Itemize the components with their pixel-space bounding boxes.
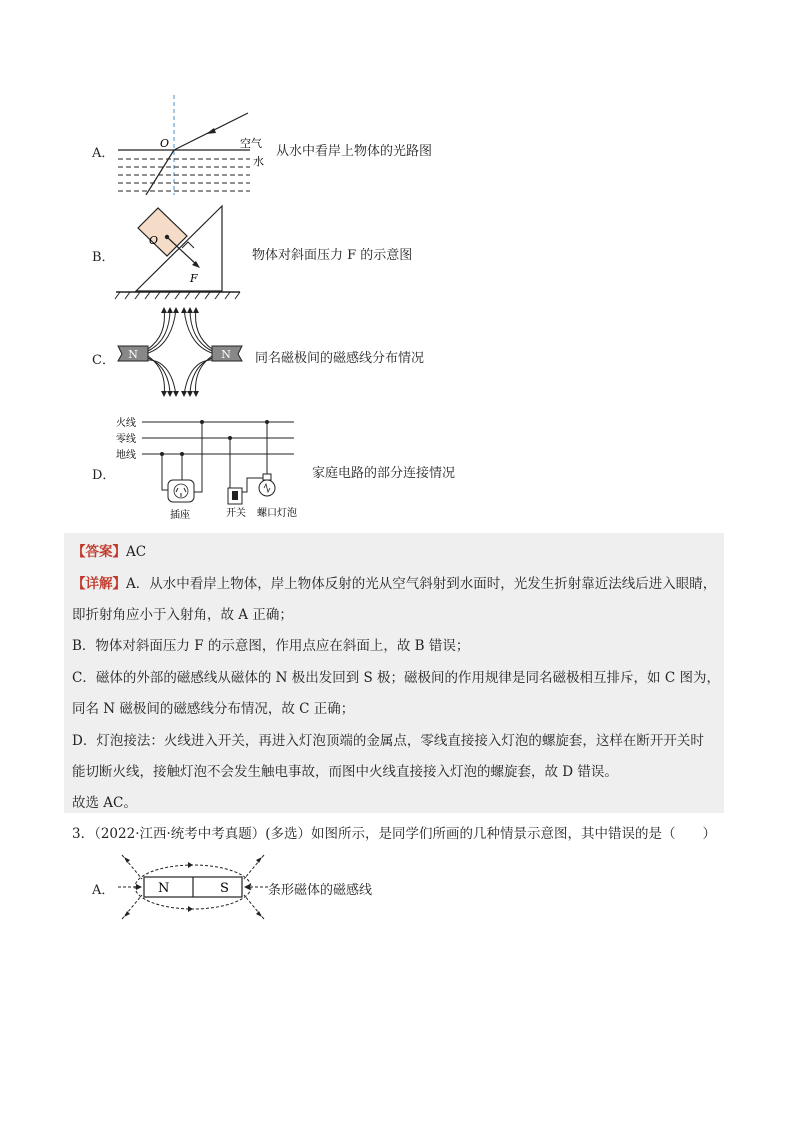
pole-left-label: N <box>128 348 138 361</box>
option-c-caption: 同名磁极间的磁感线分布情况 <box>255 351 425 366</box>
switch-label: 开关 <box>226 508 246 519</box>
detail-tag: 【详解】 <box>72 576 126 592</box>
detail-line-8: 故选 AC。 <box>72 795 137 811</box>
ground-wire-label: 地线 <box>116 450 136 461</box>
option-a-caption: 从水中看岸上物体的光路图 <box>276 144 433 159</box>
point-o-label: O <box>149 234 159 247</box>
detail-line-7: 能切断火线，接触灯泡不会发生触电事故，而图中火线直接接入灯泡的螺旋套，故 D 错误。 <box>72 764 618 780</box>
circuit-diagram <box>112 412 307 524</box>
detail-line-6: D．灯泡接法：火线进入开关，再进入灯泡顶端的金属点，零线直接接入灯泡的螺旋套，这样在断开开关时 <box>72 733 704 749</box>
pole-n-label: N <box>158 881 170 896</box>
detail-line-2: 即折射角应小于入射角，故 A 正确； <box>72 607 293 623</box>
answer-value: AC <box>126 544 147 560</box>
option-d-caption: 家庭电路的部分连接情况 <box>312 466 456 481</box>
force-f-label: F <box>190 272 198 285</box>
refraction-diagram <box>110 95 280 195</box>
option-d-letter: D． <box>92 468 116 483</box>
detail-line-4: C．磁体的外部的磁感线从磁体的 N 极出发回到 S 极；磁极间的作用规律是同名磁极相互排斥，如 C 图为， <box>72 670 720 686</box>
detail-text-1: A．从水中看岸上物体，岸上物体反射的光从空气斜射到水面时，光发生折射靠近法线后进入眼睛， <box>126 576 717 592</box>
detail-line-5: 同名 N 磁极间的磁感线分布情况，故 C 正确； <box>72 701 355 717</box>
question-3-stem: 3．（2022·江西·统考中考真题）(多选）如图所示，是同学们所画的几种情景示意图，其中错误的是（ ） <box>72 826 717 842</box>
option-a-letter: A． <box>92 146 115 161</box>
answer-line <box>72 540 146 560</box>
water-label: 水 <box>253 155 264 168</box>
bulb-label: 螺口灯泡 <box>257 508 297 519</box>
detail-line-3: B．物体对斜面压力 F 的示意图，作用点应在斜面上，故 B 错误； <box>72 638 470 654</box>
bar-magnet-diagram <box>116 850 276 926</box>
option-c-letter: C． <box>92 353 115 368</box>
magnet-field-diagram <box>112 305 252 397</box>
pole-right-label: N <box>221 348 231 361</box>
socket-label: 插座 <box>170 510 190 521</box>
q3-option-a-letter: A． <box>92 883 115 898</box>
option-b-letter: B． <box>92 250 115 265</box>
air-label: 空气 <box>240 137 262 150</box>
q3-option-a-caption: 条形磁体的磁感线 <box>268 883 373 898</box>
answer-tag: 【答案】 <box>72 544 126 560</box>
incline-diagram <box>112 198 252 300</box>
neutral-wire-label: 零线 <box>116 434 136 445</box>
point-o-label: O <box>160 137 170 150</box>
pole-s-label: S <box>220 881 229 896</box>
detail-line-1 <box>72 572 716 592</box>
option-b-caption: 物体对斜面压力 F 的示意图 <box>252 248 413 263</box>
live-wire-label: 火线 <box>116 418 136 429</box>
